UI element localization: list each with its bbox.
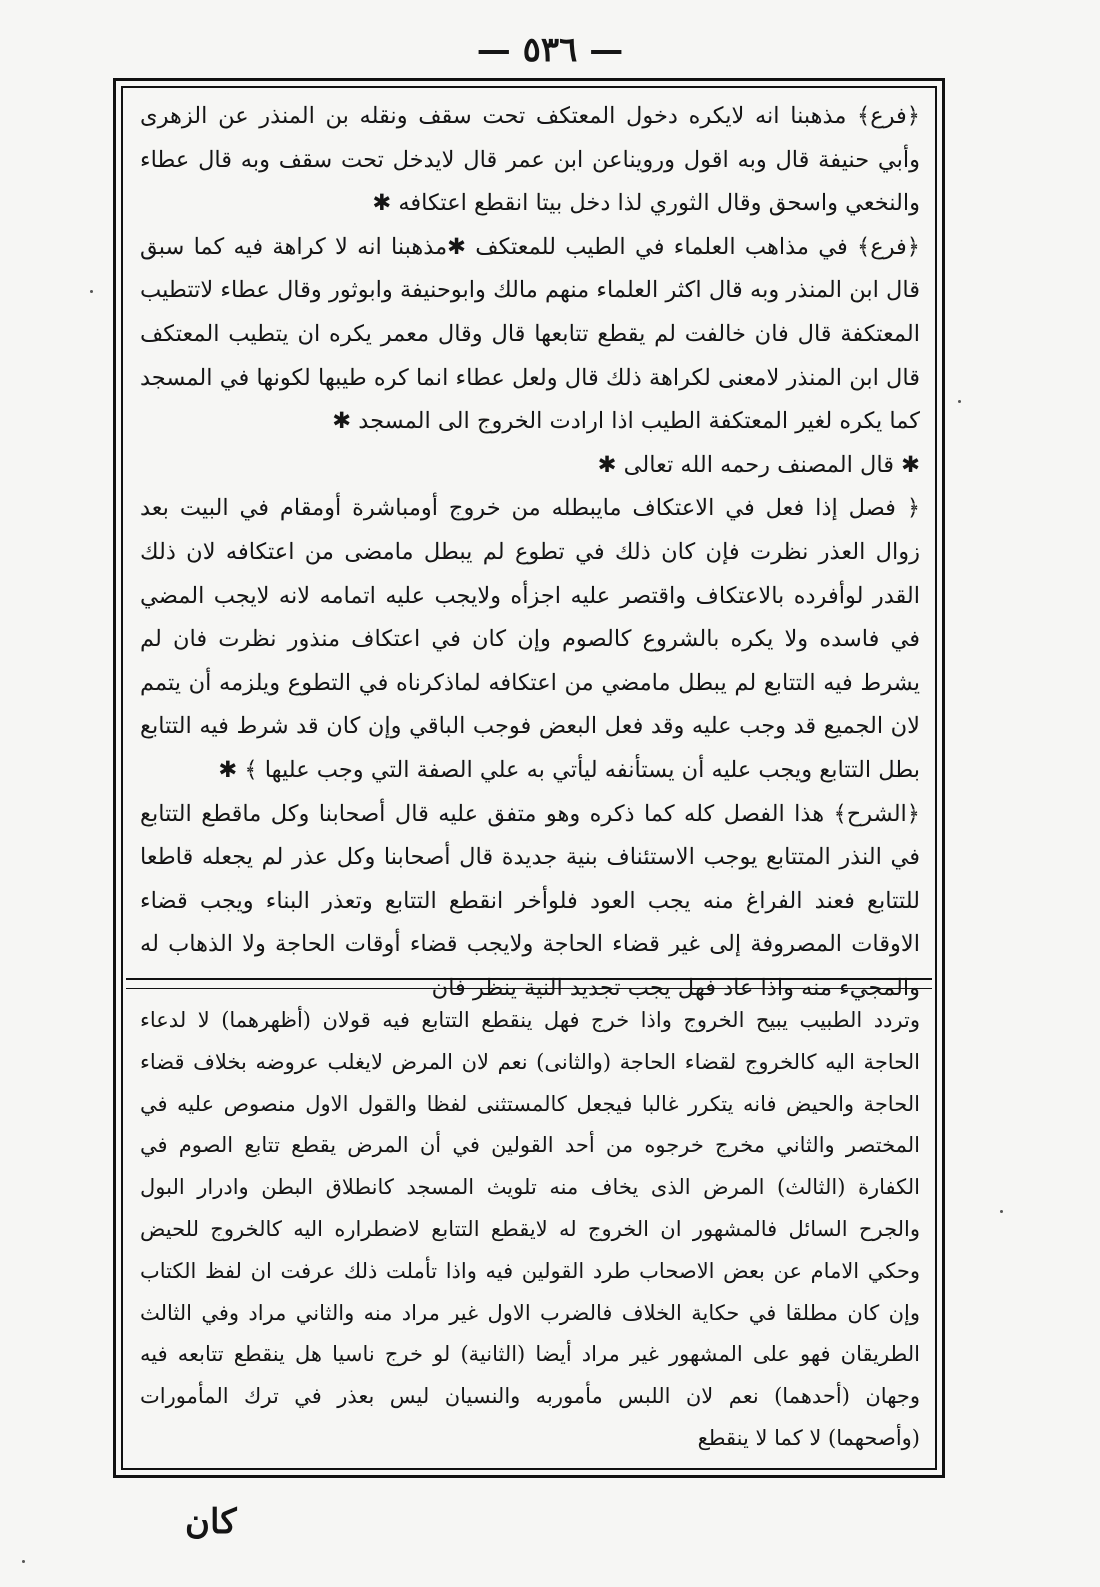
main-paragraph: ﴿فرع﴾ في مذاهب العلماء في الطيب للمعتكف ✱مذهبنا انه لا كراهة فيه كما سبق قال ابن المنذر وبه قال اكثر العلماء منهم مالك وابوحنيفة وابوثور وقال عطاء لاتتطيب المعتكفة قال فان خالفت لم يقطع تتابعها قال وقال معمر يكره ان يتطيب المعتكف قال ابن المنذر لامعنى لكراهة ذلك قال ولعل عطاء انما كره طيبها لكونها في المسجد كما يكره لغير المعتكفة الطيب اذا ارادت الخروج الى المسجد ✱ [140, 233, 920, 435]
commentary-text-block [140, 1000, 920, 1460]
main-paragraph: ﴿ فصل إذا فعل في الاعتكاف مايبطله من خروج أومباشرة أومقام في البيت بعد زوال العذر نظرت فإن كان ذلك في تطوع لم يبطل مامضى من اعتكافه لان ذلك القدر لوأفرده بالاعتكاف واقتصر عليه اجزأه ولايجب عليه اتمامه لانه لايجب المضي في فاسده ولا يكره بالشروع كالصوم وإن كان في اعتكاف منذور نظرت فان لم يشرط فيه التتابع لم يبطل مامضي من اعتكافه لماذكرناه في التطوع ويلزمه أن يتمم لان الجميع قد وجب عليه وقد فعل البعض فوجب الباقي وإن كان قد شرط فيه التتابع بطل التتابع ويجب عليه أن يستأنفه ليأتي به علي الصفة التي وجب عليها ﴾ ✱ [140, 495, 920, 783]
main-paragraph: ﴿الشرح﴾ هذا الفصل كله كما ذكره وهو متفق عليه قال أصحابنا وكل ماقطع التتابع في النذر المتتابع يوجب الاستئناف بنية جديدة قال أصحابنا وكل عذر لم يجعله قاطعا للتتابع فعند الفراغ منه يجب العود فلوأخر انقطع التتابع وتعذر البناء ويجب قضاء الاوقات المصروفة إلى غير قضاء الحاجة ولايجب قضاء أوقات الحاجة ولا الذهاب له والمجيء منه واذا عاد فهل يجب تجديد النية ينظر فان [140, 800, 920, 1001]
scan-speck [958, 400, 961, 403]
scan-speck [90, 290, 93, 293]
main-paragraph: ✱ قال المصنف رحمه الله تعالى ✱ [597, 451, 920, 478]
section-divider-thin [126, 988, 932, 989]
catchword: كان [185, 1502, 237, 1542]
page-number: — ٥٣٦ — [476, 30, 624, 70]
scan-speck [22, 1560, 25, 1563]
section-divider-thick [126, 978, 932, 980]
commentary-paragraph: وتردد الطبيب يبيح الخروج واذا خرج فهل ينقطع التتابع فيه قولان (أظهرهما) لا لدعاء الحاجة اليه كالخروج لقضاء الحاجة (والثانى) نعم لان المرض لايغلب عروضه بخلاف قضاء الحاجة والحيض فانه يتكرر غالبا فيجعل كالمستثنى لفظا والقول الاول منصوص عليه في المختصر والثاني مخرج خرجوه من أحد القولين في أن المرض يقطع تتابع الصوم في الكفارة (الثالث) المرض الذى يخاف منه تلويث المسجد كانطلاق البطن وادرار البول والجرح السائل فالمشهور ان الخروج له لايقطع التتابع لاضطراره اليه كالخروج للحيض وحكي الامام عن بعض الاصحاب طرد القولين فيه واذا تأملت ذلك عرفت ان لفظ الكتاب وإن كان مطلقا في حكاية الخلاف فالضرب الاول غير مراد منه والثاني مراد وفي الثالث الطريقان فهو على المشهور غير مراد أيضا (الثانية) لو خرج ناسيا هل ينقطع تتابعه فيه وجهان (أحدهما) نعم لان اللبس مأموربه والنسيان ليس بعذر في ترك المأمورات (وأصحهما) لا كما لا ينقطع [140, 1008, 920, 1450]
scan-speck [1000, 1210, 1003, 1213]
main-paragraph: ﴿فرع﴾ مذهبنا انه لايكره دخول المعتكف تحت سقف ونقله بن المنذر عن الزهرى وأبي حنيفة قال وبه اقول ورويناعن ابن عمر قال لايدخل تحت سقف وبه قال عطاء والنخعي واسحق وقال الثوري لذا دخل بيتا انقطع اعتكافه ✱ [140, 103, 920, 217]
